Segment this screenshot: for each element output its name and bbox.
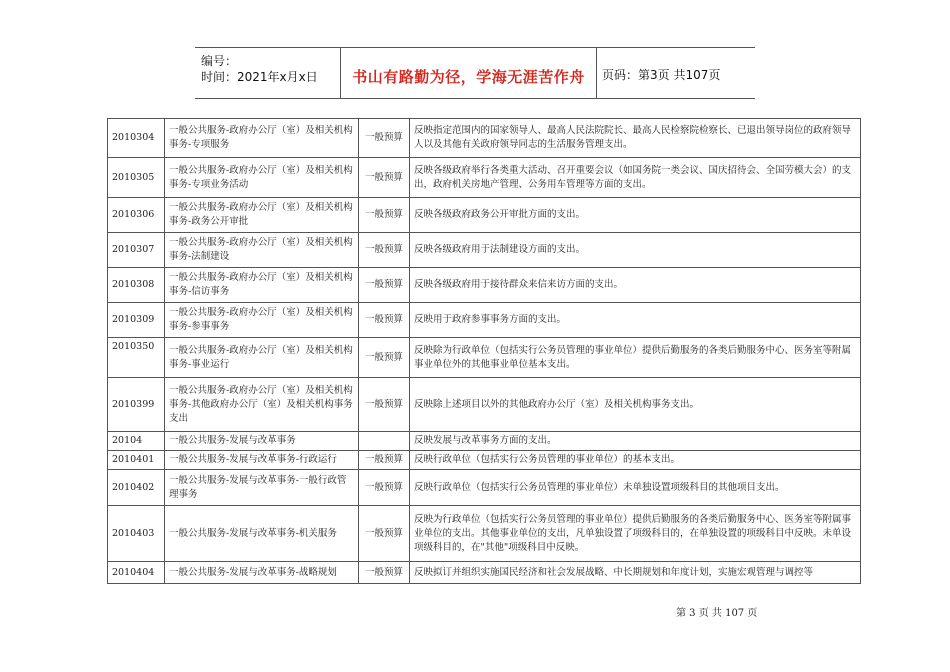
subject-name: 一般公共服务-政府办公厅（室）及相关机构事务-信访事务 xyxy=(165,268,359,303)
subject-description: 反映行政单位（包括实行公务员管理的事业单位）未单独设置项级科目的其他项目支出。 xyxy=(410,470,861,506)
budget-type: 一般预算 xyxy=(359,506,410,562)
table-row xyxy=(108,451,861,470)
subject-description: 反映发展与改革事务方面的支出。 xyxy=(410,432,861,451)
subject-name: 一般公共服务-政府办公厅（室）及相关机构事务-法制建设 xyxy=(165,233,359,268)
table-row xyxy=(108,506,861,562)
page-footer: 第 3 页 共 107 页 xyxy=(676,608,758,619)
header-motto: 书山有路勤为径，学海无涯苦作舟 xyxy=(352,68,585,86)
subject-description: 反映拟订并组织实施国民经济和社会发展战略、中长期规划和年度计划，实施宏观管理与调控等 xyxy=(410,562,861,584)
table-row xyxy=(108,233,861,268)
doc-time-label: 时间：2021年x月x日 xyxy=(201,70,318,84)
subject-name: 一般公共服务-发展与改革事务 xyxy=(165,432,359,451)
subject-name: 一般公共服务-政府办公厅（室）及相关机构事务-政务公开审批 xyxy=(165,198,359,233)
budget-type: 一般预算 xyxy=(359,378,410,432)
subject-code: 2010309 xyxy=(108,303,165,338)
subject-name: 一般公共服务-发展与改革事务-战略规划 xyxy=(165,562,359,584)
budget-type: 一般预算 xyxy=(359,268,410,303)
table-row xyxy=(108,198,861,233)
subject-name: 一般公共服务-政府办公厅（室）及相关机构事务-其他政府办公厅（室）及相关机构事务支出 xyxy=(165,378,359,432)
budget-type: 一般预算 xyxy=(359,562,410,584)
subject-name: 一般公共服务-政府办公厅（室）及相关机构事务-事业运行 xyxy=(165,338,359,378)
budget-subject-table xyxy=(107,118,861,584)
subject-code: 2010350 xyxy=(108,338,165,378)
subject-description: 反映除为行政单位（包括实行公务员管理的事业单位）提供后勤服务的各类后勤服务中心、医务室等附属事业单位外的其他事业单位基本支出。 xyxy=(410,338,861,378)
subject-code: 20104 xyxy=(108,432,165,451)
subject-code: 2010401 xyxy=(108,451,165,470)
subject-description: 反映指定范围内的国家领导人、最高人民法院院长、最高人民检察院检察长、已退出领导岗位的政府领导人以及其他有关政府领导同志的生活服务管理支出。 xyxy=(410,119,861,158)
subject-description: 反映用于政府参事事务方面的支出。 xyxy=(410,303,861,338)
subject-code: 2010305 xyxy=(108,158,165,198)
subject-description: 反映行政单位（包括实行公务员管理的事业单位）的基本支出。 xyxy=(410,451,861,470)
header-motto-cell xyxy=(340,48,597,98)
subject-code: 2010308 xyxy=(108,268,165,303)
table-row xyxy=(108,119,861,158)
subject-description: 反映除上述项目以外的其他政府办公厅（室）及相关机构事务支出。 xyxy=(410,378,861,432)
budget-type: 一般预算 xyxy=(359,158,410,198)
subject-code: 2010307 xyxy=(108,233,165,268)
subject-code: 2010306 xyxy=(108,198,165,233)
budget-type: 一般预算 xyxy=(359,338,410,378)
budget-type: 一般预算 xyxy=(359,451,410,470)
subject-description: 反映各级政府政务公开审批方面的支出。 xyxy=(410,198,861,233)
subject-name: 一般公共服务-政府办公厅（室）及相关机构事务-专项服务 xyxy=(165,119,359,158)
header-page-cell xyxy=(596,48,755,98)
table-row xyxy=(108,470,861,506)
page-header xyxy=(195,47,755,99)
subject-name: 一般公共服务-政府办公厅（室）及相关机构事务-专项业务活动 xyxy=(165,158,359,198)
budget-type: 一般预算 xyxy=(359,303,410,338)
header-meta-cell xyxy=(195,48,340,98)
subject-description: 反映各级政府举行各类重大活动、召开重要会议（如国务院一类会议、国庆招待会、全国劳模大会）的支出，政府机关房地产管理、公务用车管理等方面的支出。 xyxy=(410,158,861,198)
subject-name: 一般公共服务-发展与改革事务-一般行政管理事务 xyxy=(165,470,359,506)
subject-code: 2010399 xyxy=(108,378,165,432)
table-row xyxy=(108,303,861,338)
subject-name: 一般公共服务-发展与改革事务-机关服务 xyxy=(165,506,359,562)
subject-code: 2010402 xyxy=(108,470,165,506)
table-row xyxy=(108,158,861,198)
subject-description: 反映为行政单位（包括实行公务员管理的事业单位）提供后勤服务的各类后勤服务中心、医务室等附属事业单位的支出。其他事业单位的支出，凡单独设置了项级科目的，在单独设置的项级科目中反映。未单设项级科目的，在"其他"项级科目中反映。 xyxy=(410,506,861,562)
budget-type: 一般预算 xyxy=(359,470,410,506)
budget-type: 一般预算 xyxy=(359,198,410,233)
doc-number-label: 编号： xyxy=(201,54,238,68)
budget-type xyxy=(359,432,410,451)
subject-code: 2010404 xyxy=(108,562,165,584)
table-row xyxy=(108,378,861,432)
table-row xyxy=(108,268,861,303)
table-row xyxy=(108,338,861,378)
budget-type: 一般预算 xyxy=(359,233,410,268)
budget-type: 一般预算 xyxy=(359,119,410,158)
subject-code: 2010304 xyxy=(108,119,165,158)
subject-name: 一般公共服务-发展与改革事务-行政运行 xyxy=(165,451,359,470)
header-page-label: 页码：第3页 共107页 xyxy=(602,68,721,82)
subject-description: 反映各级政府用于接待群众来信来访方面的支出。 xyxy=(410,268,861,303)
table-row xyxy=(108,432,861,451)
subject-name: 一般公共服务-政府办公厅（室）及相关机构事务-参事事务 xyxy=(165,303,359,338)
subject-code: 2010403 xyxy=(108,506,165,562)
table-row xyxy=(108,562,861,584)
subject-description: 反映各级政府用于法制建设方面的支出。 xyxy=(410,233,861,268)
